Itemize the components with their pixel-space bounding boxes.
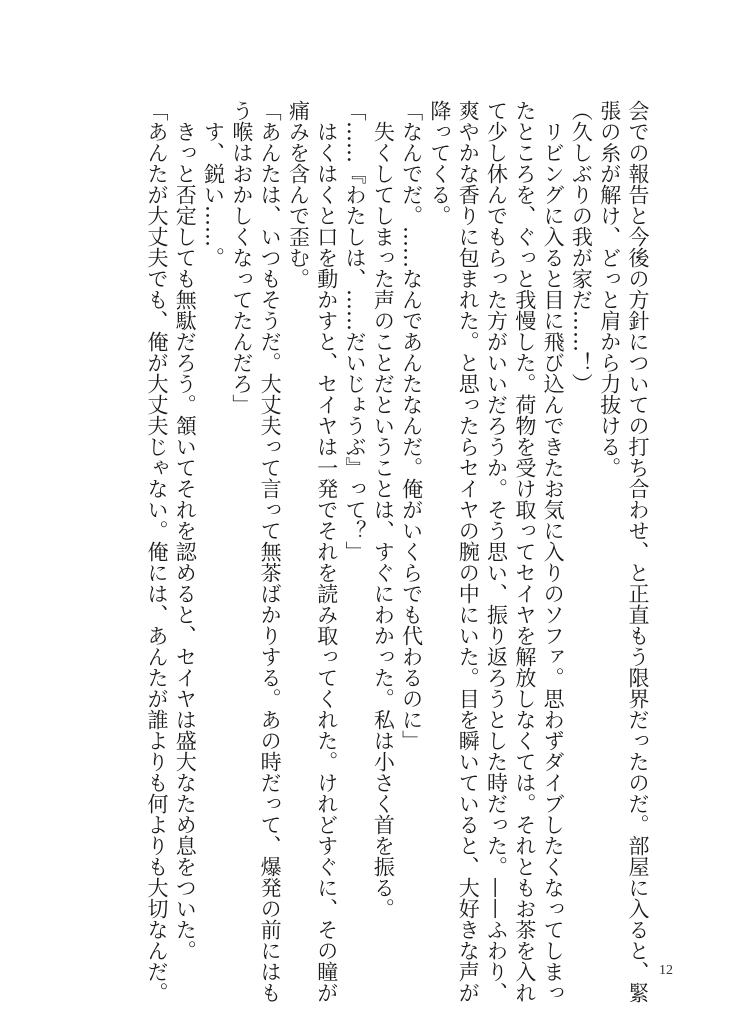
text-line-6: て少し休んでもらった方がいいだろうか。そう思い、振り返ろうとした時だった。——ふわり、 <box>484 100 509 1003</box>
text-line-5: たところを、ぐっと我慢した。荷物を受け取ってセイヤを解放しなくては。それともお茶を入れ <box>512 100 537 1003</box>
text-line-10: 失くしてしまった声のことだということは、すぐにわかった。私は小さく首を振る。 <box>371 100 396 919</box>
text-line-12: はくはくと口を動かすと、セイヤは一発でそれを読み取ってくれた。けれどすぐに、その瞳が <box>314 100 339 1003</box>
text-line-3: （久しぶりの我が家だ……！） <box>569 100 594 394</box>
page-number: 12 <box>659 963 673 978</box>
text-line-16: す、鋭い……。 <box>201 100 226 268</box>
text-line-7: 爽やかな香りに包まれた。と思ったらセイヤの腕の中にいた。目を瞬いていると、大好きな声が <box>456 100 481 1003</box>
text-line-15: う喉はおかしくなってたんだろ」 <box>229 100 254 415</box>
vertical-text-body <box>143 100 652 1003</box>
text-line-2: 張の糸が解け、どっと肩から力抜ける。 <box>597 100 622 478</box>
text-line-18: 「あんたが大丈夫でも、俺が大丈夫じゃない。俺には、あんたが誰よりも何よりも大切なんだ。 <box>144 100 169 1003</box>
text-line-13: 痛みを含んで歪む。 <box>286 100 311 289</box>
text-line-9: 「なんでだ。……なんであんたなんだ。俺がいくらでも代わるのに」 <box>399 100 424 751</box>
text-line-8: 降ってくる。 <box>427 100 452 226</box>
text-line-11: 「……『わたしは、……だいじょうぶ』って？」 <box>343 100 368 562</box>
text-line-17: きっと否定しても無駄だろう。頷いてそれを認めると、セイヤは盛大なため息をついた。 <box>173 100 198 961</box>
text-line-1: 会での報告と今後の方針についての打ち合わせ、と正直もう限界だったのだ。部屋に入ると、緊 <box>626 100 650 1003</box>
text-line-14: 「あんたは、いつもそうだ。大丈夫って言って無茶ばかりする。あの時だって、爆発の前にはも <box>258 100 283 1003</box>
text-line-4: リビングに入ると目に飛び込んできたお気に入りのソファ。思わずダイブしたくなってしまっ <box>541 100 566 1003</box>
